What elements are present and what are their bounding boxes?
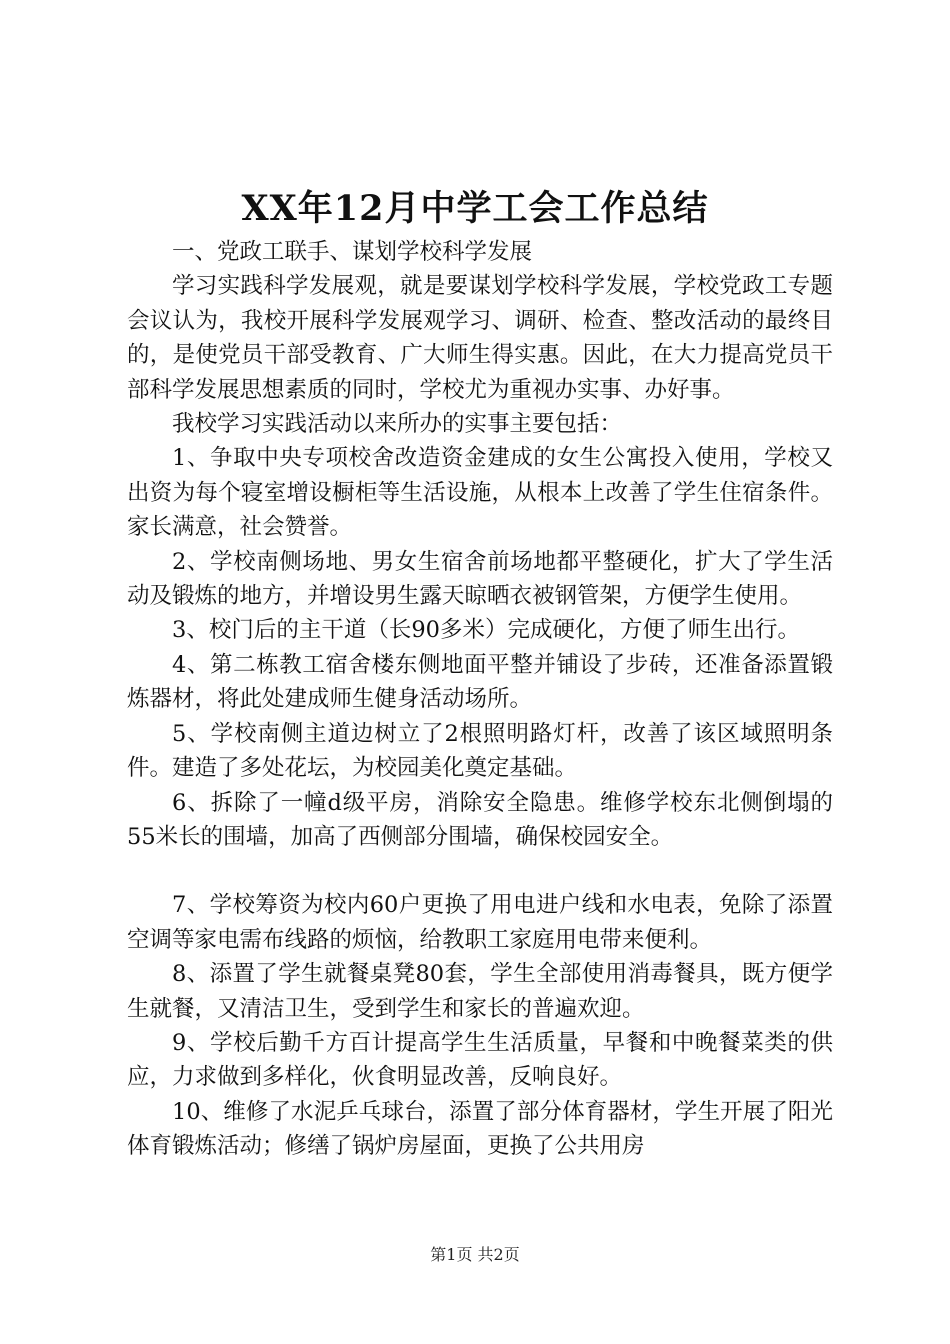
- list-item: 4、第二栋教工宿舍楼东侧地面平整并铺设了步砖，还准备添置锻炼器材，将此处建成师生健身活动场所。: [127, 651, 833, 713]
- list-item: 1、争取中央专项校舍改造资金建成的女生公寓投入使用，学校又出资为每个寝室增设橱柜等生活设施，从根本上改善了学生住宿条件。家长满意，社会赞誉。: [127, 445, 833, 541]
- list-item: 9、学校后勤千方百计提高学生生活质量，早餐和中晚餐菜类的供应，力求做到多样化，伙食明显改善，反响良好。: [127, 1029, 833, 1091]
- document-title: XX年12月中学工会工作总结: [241, 188, 709, 229]
- list-item: 2、学校南侧场地、男女生宿舍前场地都平整硬化，扩大了学生活动及锻炼的地方，并增设男生露天晾晒衣被钢管架，方便学生使用。: [127, 548, 833, 610]
- paragraph: 学习实践科学发展观，就是要谋划学校科学发展，学校党政工专题会议认为，我校开展科学发展观学习、调研、检查、整改活动的最终目的，是使党员干部受教育、广大师生得实惠。因此，在大力提高党员干部科学发展思想素质的同时，学校尤为重视办实事、办好事。: [127, 273, 833, 403]
- page-number-footer: 第1页 共2页: [430, 1245, 520, 1264]
- paragraph: 我校学习实践活动以来所办的实事主要包括：: [172, 411, 623, 438]
- list-item: 3、校门后的主干道（长90多米）完成硬化，方便了师生出行。: [172, 617, 800, 644]
- list-item: 6、拆除了一幢d级平房，消除安全隐患。维修学校东北侧倒塌的55米长的围墙，加高了西侧部分围墙，确保校园安全。: [127, 789, 833, 850]
- list-item: 5、学校南侧主道边树立了2根照明路灯杆，改善了该区域照明条件。建造了多处花坛，为校园美化奠定基础。: [127, 720, 833, 782]
- list-item: 8、添置了学生就餐桌凳80套，学生全部使用消毒餐具，既方便学生就餐，又清洁卫生，受到学生和家长的普遍欢迎。: [127, 961, 833, 1022]
- list-item: 10、维修了水泥乒乓球台，添置了部分体育器材，学生开展了阳光体育锻炼活动；修缮了锅炉房屋面，更换了公共用房: [127, 1098, 833, 1160]
- document-body: [127, 235, 833, 1164]
- section-heading: 一、党政工联手、谋划学校科学发展: [172, 239, 533, 265]
- list-item: 7、学校筹资为校内60户更换了用电进户线和水电表，免除了添置空调等家电需布线路的烦恼，给教职工家庭用电带来便利。: [127, 892, 833, 953]
